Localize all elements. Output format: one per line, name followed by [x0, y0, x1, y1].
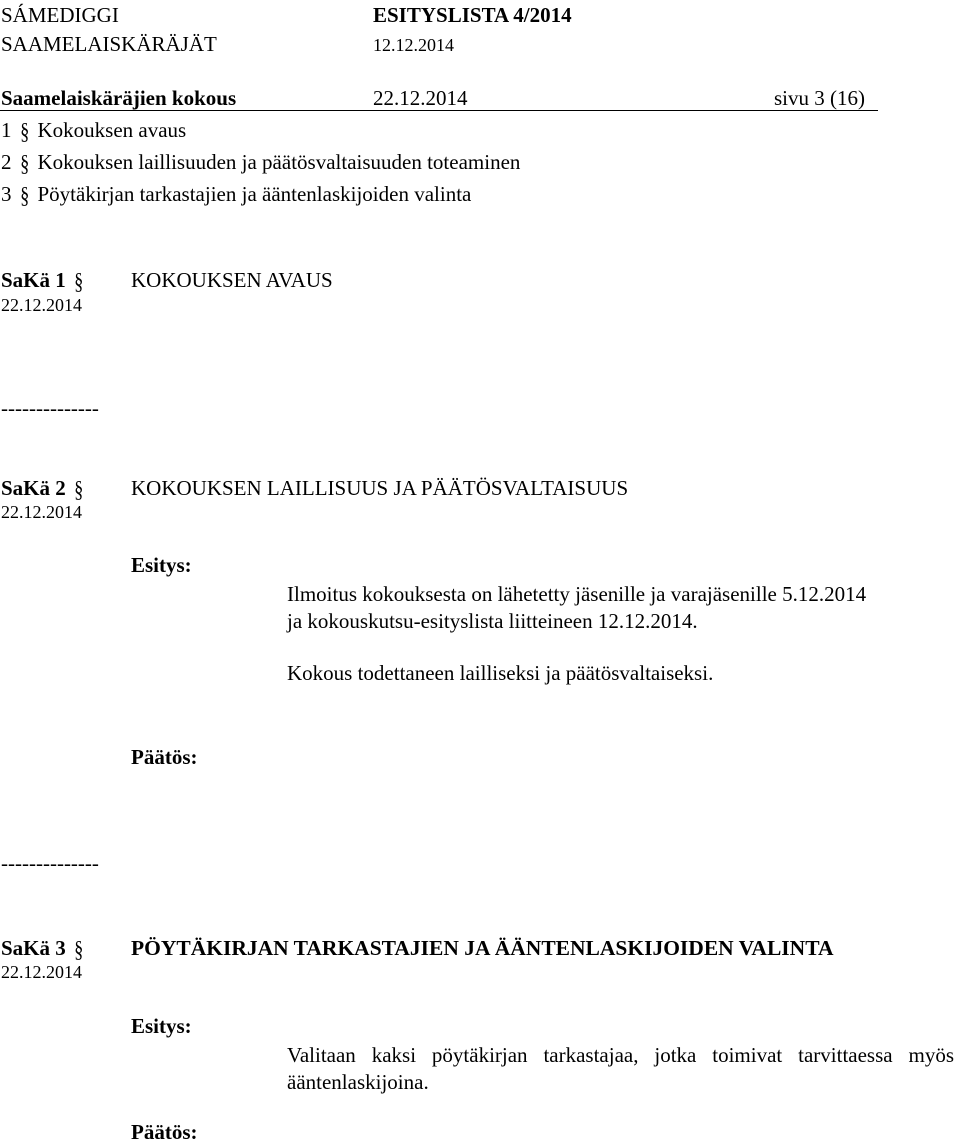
agenda-text: Kokouksen avaus	[37, 118, 187, 142]
agenda-text: Kokouksen laillisuuden ja päätösvaltaisuuden toteaminen	[37, 150, 521, 174]
section-symbol: §	[19, 119, 30, 144]
meeting-name: Saamelaiskäräjien kokous	[1, 86, 237, 110]
document-title: ESITYSLISTA 4/2014	[373, 3, 572, 27]
item-code-label: SaKä 1	[1, 268, 66, 292]
proposal-text: Valitaan kaksi pöytäkirjan tarkastajaa, jotka toimivat tarvittaessa myös ääntenlaskijoina.	[287, 1043, 954, 1094]
header-underline	[0, 110, 878, 111]
proposal-text-line: ja kokouskutsu-esityslista liitteineen 12.12.2014.	[287, 609, 698, 633]
section-symbol: §	[74, 937, 84, 962]
item-date: 22.12.2014	[1, 502, 82, 522]
proposal-label: Esitys:	[131, 1014, 192, 1038]
item-title: KOKOUKSEN LAILLISUUS JA PÄÄTÖSVALTAISUUS	[131, 476, 629, 500]
agenda-number: 2	[1, 150, 12, 174]
decision-label: Päätös:	[131, 745, 198, 769]
item-date: 22.12.2014	[1, 962, 82, 982]
proposal-label: Esitys:	[131, 553, 192, 577]
separator: --------------	[1, 851, 99, 875]
page-number: sivu 3 (16)	[774, 86, 865, 110]
agenda-item	[1, 120, 186, 143]
item-code-label: SaKä 2	[1, 476, 66, 500]
item-title: KOKOUKSEN AVAUS	[131, 268, 333, 292]
section-symbol: §	[74, 269, 84, 294]
separator: --------------	[1, 396, 99, 420]
section-symbol: §	[19, 183, 30, 208]
agenda-item	[1, 152, 520, 175]
item-title: PÖYTÄKIRJAN TARKASTAJIEN JA ÄÄNTENLASKIJOIDEN VALINTA	[131, 936, 834, 960]
proposal-text-line: Ilmoitus kokouksesta on lähetetty jäsenille ja varajäsenille 5.12.2014	[287, 582, 867, 606]
document-date: 12.12.2014	[373, 35, 454, 55]
section-symbol: §	[74, 477, 84, 502]
agenda-number: 1	[1, 118, 12, 142]
org-name-finnish: SAAMELAISKÄRÄJÄT	[1, 32, 217, 56]
item-code	[1, 938, 87, 961]
item-code	[1, 478, 87, 501]
agenda-item	[1, 184, 471, 207]
decision-label: Päätös:	[131, 1120, 198, 1144]
org-name-sami: SÁMEDIGGI	[1, 3, 119, 27]
item-code-label: SaKä 3	[1, 936, 66, 960]
item-code	[1, 270, 87, 293]
agenda-text: Pöytäkirjan tarkastajien ja ääntenlaskijoiden valinta	[37, 182, 472, 206]
proposal-text-line: Kokous todettaneen lailliseksi ja päätösvaltaiseksi.	[287, 661, 714, 685]
section-symbol: §	[19, 151, 30, 176]
agenda-number: 3	[1, 182, 12, 206]
item-date: 22.12.2014	[1, 295, 82, 315]
meeting-date: 22.12.2014	[373, 86, 468, 110]
